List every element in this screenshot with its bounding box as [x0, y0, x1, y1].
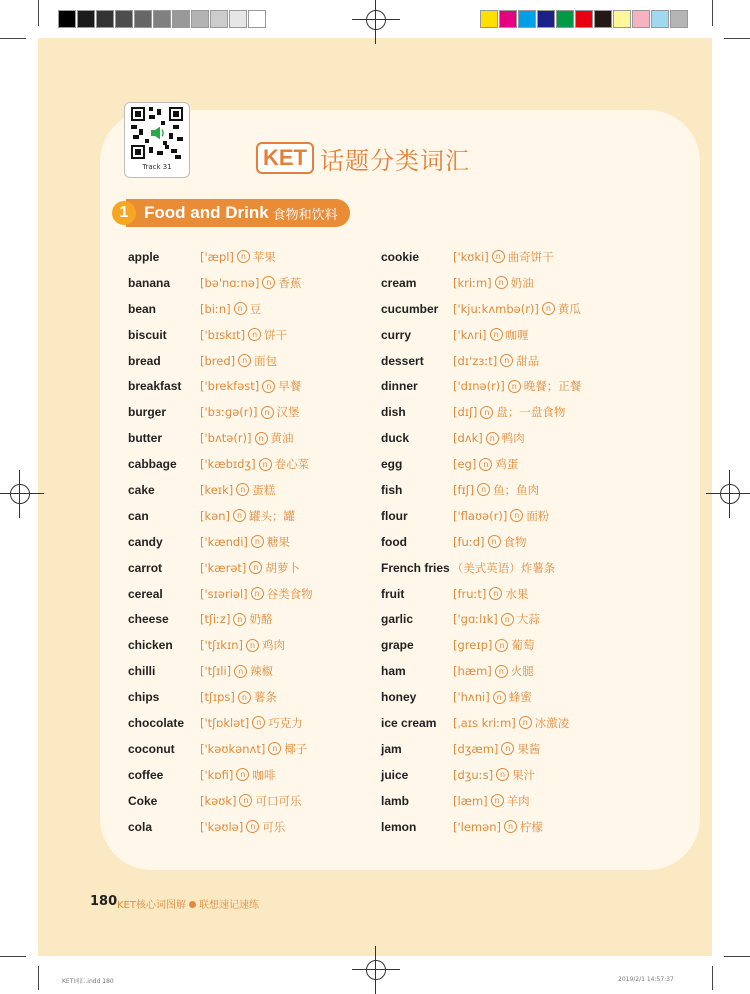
- vocab-meaning: 鸭肉: [501, 431, 525, 446]
- vocab-word: cake: [128, 482, 155, 497]
- vocab-word: can: [128, 508, 149, 523]
- noun-badge: n: [519, 716, 532, 729]
- vocab-word: cucumber: [381, 301, 439, 316]
- vocab-word: chicken: [128, 638, 173, 653]
- vocab-row: [128, 684, 313, 710]
- vocab-row: [381, 736, 581, 762]
- vocab-phonetic: ['æpl]: [200, 249, 234, 264]
- noun-badge: n: [480, 406, 493, 419]
- vocab-row: [128, 710, 313, 736]
- vocab-meaning: 晚餐；正餐: [523, 379, 582, 394]
- vocab-row: [128, 244, 313, 270]
- vocab-word: cereal: [128, 586, 163, 601]
- vocab-word: cheese: [128, 612, 169, 627]
- vocab-meaning: 盘；一盘食物: [496, 405, 566, 420]
- page-title: [256, 138, 470, 178]
- gray-swatch: [172, 10, 190, 28]
- vocab-word: honey: [381, 690, 417, 705]
- vocab-word: butter: [128, 431, 162, 446]
- noun-badge: n: [501, 742, 514, 755]
- vocab-meaning: 早餐: [278, 379, 302, 394]
- vocab-meaning: 胡萝卜: [265, 560, 300, 575]
- vocab-row: [128, 788, 313, 814]
- vocab-row: [381, 451, 581, 477]
- print-slug-left: KET词汇.indd 180: [62, 978, 114, 985]
- vocab-meaning: 汉堡: [276, 405, 300, 420]
- vocab-phonetic: ['kəʊkənʌt]: [200, 741, 266, 756]
- print-slug-right: 2019/2/1 14:57:37: [618, 976, 674, 983]
- footer-topic: 联想速记速练: [198, 900, 259, 911]
- noun-badge: n: [262, 276, 275, 289]
- vocab-row: [128, 762, 313, 788]
- vocab-phonetic: ['kærət]: [200, 560, 247, 575]
- vocab-meaning: 鸡肉: [262, 638, 286, 653]
- vocab-phonetic: [eg]: [453, 457, 477, 472]
- vocab-word: cola: [128, 819, 153, 834]
- vocab-phonetic: [fruːt]: [453, 586, 487, 601]
- gray-swatch: [191, 10, 209, 28]
- qr-code-icon: [131, 107, 183, 159]
- vocab-row: [381, 322, 581, 348]
- vocab-phonetic: [kriːm]: [453, 275, 492, 290]
- vocab-column-right: [381, 244, 581, 839]
- noun-badge: n: [255, 432, 268, 445]
- vocab-word: garlic: [381, 612, 414, 627]
- vocab-meaning: 巧克力: [268, 715, 303, 730]
- vocab-meaning: 蜂蜜: [508, 690, 532, 705]
- noun-badge: n: [542, 302, 555, 315]
- cmyk-color-bar: [480, 10, 689, 28]
- vocab-word: chips: [128, 690, 160, 705]
- vocab-row: [128, 529, 313, 555]
- vocab-meaning: 奶酪: [249, 612, 273, 627]
- noun-badge: n: [249, 561, 262, 574]
- vocab-word: coffee: [128, 767, 164, 782]
- gray-color-bar: [58, 10, 267, 28]
- color-swatch: [632, 10, 650, 28]
- vocab-row: [128, 814, 313, 840]
- registration-mark-top: [366, 10, 386, 30]
- vocab-phonetic: ['hʌni]: [453, 690, 490, 705]
- noun-badge: n: [238, 354, 251, 367]
- vocab-meaning: （美式英语）炸薯条: [451, 560, 556, 575]
- vocab-word: jam: [381, 741, 402, 756]
- noun-badge: n: [246, 639, 259, 652]
- vocab-row: [381, 632, 581, 658]
- noun-badge: n: [490, 328, 503, 341]
- vocab-phonetic: [ˌaɪs kriːm]: [453, 715, 516, 730]
- vocab-row: [381, 244, 581, 270]
- vocab-meaning: 果酱: [517, 741, 541, 756]
- vocab-phonetic: [dʒuːs]: [453, 767, 494, 782]
- crop-mark: [712, 0, 713, 26]
- vocab-meaning: 冰激凌: [534, 715, 570, 730]
- section-header: [112, 198, 350, 228]
- vocab-meaning: 可口可乐: [255, 793, 302, 808]
- noun-badge: n: [495, 276, 508, 289]
- vocab-meaning: 面粉: [526, 508, 550, 523]
- vocab-meaning: 果汁: [512, 767, 536, 782]
- gray-swatch: [210, 10, 228, 28]
- vocab-meaning: 火腿: [510, 664, 534, 679]
- vocab-phonetic: [kəʊk]: [200, 793, 237, 808]
- vocab-row: [128, 322, 313, 348]
- noun-badge: n: [495, 639, 508, 652]
- vocab-word: chocolate: [128, 715, 185, 730]
- vocab-phonetic: [greɪp]: [453, 638, 493, 653]
- vocab-meaning: 薯条: [253, 690, 277, 705]
- vocab-row: [381, 477, 581, 503]
- noun-badge: n: [504, 820, 517, 833]
- section-title-pill: [126, 199, 350, 227]
- vocab-word: bean: [128, 301, 157, 316]
- vocab-phonetic: [fuːd]: [453, 534, 485, 549]
- section-title-en: Food and Drink: [144, 203, 269, 222]
- noun-badge: n: [233, 509, 246, 522]
- footer-dot-icon: [189, 901, 196, 908]
- noun-badge: n: [501, 613, 514, 626]
- vocab-phonetic: [tʃiːz]: [200, 612, 231, 627]
- vocab-row: [381, 270, 581, 296]
- vocab-word: lemon: [381, 819, 417, 834]
- vocab-word: chilli: [128, 664, 156, 679]
- vocab-word: burger: [128, 405, 167, 420]
- vocab-word: egg: [381, 457, 403, 472]
- footer-book-title: [117, 896, 259, 911]
- vocab-word: apple: [128, 249, 160, 264]
- color-swatch: [651, 10, 669, 28]
- vocab-phonetic: [tʃɪps]: [200, 690, 235, 705]
- color-swatch: [575, 10, 593, 28]
- vocab-phonetic: ['kʊki]: [453, 249, 489, 264]
- vocab-word: carrot: [128, 560, 163, 575]
- vocab-row: [128, 348, 313, 374]
- noun-badge: n: [508, 380, 521, 393]
- vocab-meaning: 谷类食物: [266, 586, 313, 601]
- noun-badge: n: [252, 716, 265, 729]
- vocab-row: [381, 684, 581, 710]
- vocab-row: [381, 555, 581, 581]
- vocab-word: dish: [381, 405, 406, 420]
- gray-swatch: [229, 10, 247, 28]
- vocab-row: [381, 581, 581, 607]
- noun-badge: n: [489, 587, 502, 600]
- vocab-row: [128, 503, 313, 529]
- noun-badge: n: [237, 250, 250, 263]
- vocab-phonetic: [dɪ'zɜːt]: [453, 353, 498, 368]
- vocab-phonetic: ['gɑːlɪk]: [453, 612, 498, 627]
- vocab-word: ice cream: [381, 715, 437, 730]
- noun-badge: n: [259, 458, 272, 471]
- vocab-row: [128, 373, 313, 399]
- vocab-meaning: 黄瓜: [557, 301, 581, 316]
- vocab-row: [381, 762, 581, 788]
- vocab-phonetic: ['bʌtə(r)]: [200, 431, 252, 446]
- noun-badge: n: [234, 302, 247, 315]
- vocab-phonetic: [dʒæm]: [453, 741, 499, 756]
- vocab-phonetic: ['kʌri]: [453, 327, 487, 342]
- vocab-word: juice: [381, 767, 409, 782]
- vocab-meaning: 椰子: [284, 741, 308, 756]
- vocab-phonetic: ['kəʊlə]: [200, 819, 244, 834]
- vocab-row: [381, 658, 581, 684]
- qr-code-card[interactable]: [124, 102, 190, 178]
- vocab-row: [381, 710, 581, 736]
- noun-badge: n: [251, 535, 264, 548]
- vocab-meaning: 葡萄: [511, 638, 535, 653]
- vocab-phonetic: [keɪk]: [200, 482, 234, 497]
- noun-badge: n: [238, 691, 251, 704]
- vocab-row: [128, 555, 313, 581]
- color-swatch: [480, 10, 498, 28]
- vocab-phonetic: ['bɜːgə(r)]: [200, 405, 258, 420]
- noun-badge: n: [479, 458, 492, 471]
- vocab-meaning: 香蕉: [278, 275, 302, 290]
- registration-mark-bottom: [366, 960, 386, 980]
- crop-mark: [38, 966, 39, 990]
- noun-badge: n: [493, 691, 506, 704]
- noun-badge: n: [496, 768, 509, 781]
- vocab-phonetic: [hæm]: [453, 664, 492, 679]
- vocab-meaning: 水果: [505, 586, 529, 601]
- vocab-phonetic: ['kjuːkʌmbə(r)]: [453, 301, 539, 316]
- vocab-word: banana: [128, 275, 171, 290]
- vocab-row: [128, 581, 313, 607]
- noun-badge: n: [236, 483, 249, 496]
- vocab-row: [128, 658, 313, 684]
- vocab-phonetic: [kən]: [200, 508, 230, 523]
- vocab-word: fruit: [381, 586, 405, 601]
- vocab-row: [381, 373, 581, 399]
- vocab-word: Coke: [128, 793, 158, 808]
- color-swatch: [537, 10, 555, 28]
- vocab-phonetic: [bə'nɑːnə]: [200, 275, 260, 290]
- gray-swatch: [248, 10, 266, 28]
- vocab-phonetic: ['kɒfi]: [200, 767, 234, 782]
- vocab-meaning: 豆: [249, 301, 262, 316]
- color-swatch: [594, 10, 612, 28]
- vocab-meaning: 面包: [254, 353, 278, 368]
- vocab-row: [381, 606, 581, 632]
- noun-badge: n: [500, 354, 513, 367]
- vocab-phonetic: ['sɪəriəl]: [200, 586, 248, 601]
- vocab-word: cream: [381, 275, 417, 290]
- vocab-phonetic: [bred]: [200, 353, 236, 368]
- gray-swatch: [134, 10, 152, 28]
- color-swatch: [670, 10, 688, 28]
- vocab-row: [381, 399, 581, 425]
- gray-swatch: [115, 10, 133, 28]
- crop-mark: [724, 956, 750, 957]
- color-swatch: [518, 10, 536, 28]
- vocab-meaning: 卷心菜: [274, 457, 310, 472]
- noun-badge: n: [239, 794, 252, 807]
- noun-badge: n: [234, 665, 247, 678]
- vocab-word: breakfast: [128, 379, 182, 394]
- vocab-phonetic: ['tʃɪli]: [200, 664, 232, 679]
- crop-mark: [712, 966, 713, 990]
- vocab-word: French fries: [381, 560, 450, 575]
- ket-logo: KET: [256, 142, 314, 174]
- gray-swatch: [153, 10, 171, 28]
- vocab-phonetic: ['brekfəst]: [200, 379, 260, 394]
- vocab-phonetic: [fɪʃ]: [453, 482, 475, 497]
- vocab-phonetic: [dɪʃ]: [453, 405, 478, 420]
- vocab-row: [128, 425, 313, 451]
- vocab-row: [381, 814, 581, 840]
- crop-mark: [0, 956, 26, 957]
- vocab-meaning: 咖啡: [252, 767, 276, 782]
- vocab-phonetic: [læm]: [453, 793, 488, 808]
- vocab-meaning: 咖喱: [505, 327, 529, 342]
- page-title-text: 话题分类词汇: [320, 146, 470, 175]
- vocab-meaning: 鱼；鱼肉: [493, 482, 540, 497]
- gray-swatch: [96, 10, 114, 28]
- vocab-word: cabbage: [128, 457, 177, 472]
- vocab-row: [128, 477, 313, 503]
- vocab-row: [128, 606, 313, 632]
- crop-mark: [0, 38, 26, 39]
- registration-mark-left: [10, 484, 30, 504]
- noun-badge: n: [488, 535, 501, 548]
- vocab-row: [128, 270, 313, 296]
- noun-badge: n: [262, 380, 275, 393]
- vocab-meaning: 可乐: [262, 819, 286, 834]
- vocab-word: ham: [381, 664, 406, 679]
- vocab-meaning: 曲奇饼干: [507, 249, 554, 264]
- vocab-meaning: 黄油: [270, 431, 294, 446]
- noun-badge: n: [251, 587, 264, 600]
- noun-badge: n: [268, 742, 281, 755]
- noun-badge: n: [495, 665, 508, 678]
- vocab-meaning: 苹果: [252, 249, 276, 264]
- page-number: 180: [90, 894, 118, 909]
- vocab-meaning: 蛋糕: [252, 482, 276, 497]
- vocab-word: dinner: [381, 379, 418, 394]
- vocab-phonetic: ['flaʊə(r)]: [453, 508, 508, 523]
- vocab-word: food: [381, 534, 407, 549]
- footer-book: KET核心词图解: [117, 900, 186, 911]
- color-swatch: [556, 10, 574, 28]
- vocab-word: cookie: [381, 249, 420, 264]
- vocab-row: [381, 529, 581, 555]
- section-number: 1: [112, 201, 136, 225]
- gray-swatch: [58, 10, 76, 28]
- vocab-row: [128, 451, 313, 477]
- vocab-phonetic: ['kæbɪdʒ]: [200, 457, 256, 472]
- vocab-phonetic: ['tʃɒklət]: [200, 715, 250, 730]
- noun-badge: n: [246, 820, 259, 833]
- noun-badge: n: [233, 613, 246, 626]
- vocab-row: [381, 348, 581, 374]
- vocab-meaning: 饼干: [264, 327, 288, 342]
- vocab-word: candy: [128, 534, 163, 549]
- registration-mark-right: [720, 484, 740, 504]
- noun-badge: n: [486, 432, 499, 445]
- noun-badge: n: [492, 250, 505, 263]
- vocab-phonetic: [dʌk]: [453, 431, 483, 446]
- noun-badge: n: [477, 483, 490, 496]
- vocab-word: biscuit: [128, 327, 167, 342]
- vocab-row: [381, 296, 581, 322]
- vocab-column-left: [128, 244, 313, 839]
- noun-badge: n: [491, 794, 504, 807]
- vocab-meaning: 辣椒: [250, 664, 274, 679]
- vocab-word: grape: [381, 638, 414, 653]
- vocab-meaning: 食物: [503, 534, 527, 549]
- vocab-word: fish: [381, 482, 403, 497]
- vocab-meaning: 奶油: [510, 275, 534, 290]
- vocab-word: coconut: [128, 741, 175, 756]
- crop-mark: [38, 0, 39, 26]
- vocab-row: [128, 296, 313, 322]
- gray-swatch: [77, 10, 95, 28]
- vocab-meaning: 柠檬: [519, 819, 543, 834]
- vocab-phonetic: ['tʃɪkɪn]: [200, 638, 244, 653]
- vocab-phonetic: ['kændi]: [200, 534, 248, 549]
- vocab-row: [128, 399, 313, 425]
- noun-badge: n: [261, 406, 274, 419]
- vocab-phonetic: ['dɪnə(r)]: [453, 379, 505, 394]
- vocab-word: duck: [381, 431, 410, 446]
- vocab-meaning: 甜品: [516, 353, 540, 368]
- vocab-row: [381, 788, 581, 814]
- vocab-word: bread: [128, 353, 161, 368]
- vocab-row: [128, 632, 313, 658]
- vocab-phonetic: [biːn]: [200, 301, 231, 316]
- color-swatch: [499, 10, 517, 28]
- vocab-meaning: 鸡蛋: [495, 457, 519, 472]
- crop-mark: [724, 38, 750, 39]
- vocab-meaning: 罐头；罐: [249, 508, 295, 523]
- vocab-phonetic: ['bɪskɪt]: [200, 327, 246, 342]
- track-label: Track 31: [142, 163, 172, 171]
- noun-badge: n: [236, 768, 249, 781]
- section-title-cn: 食物和饮料: [272, 207, 338, 223]
- vocab-row: [381, 425, 581, 451]
- vocab-meaning: 糖果: [266, 534, 290, 549]
- vocab-word: lamb: [381, 793, 410, 808]
- vocab-phonetic: ['lemən]: [453, 819, 501, 834]
- noun-badge: n: [510, 509, 523, 522]
- vocab-row: [381, 503, 581, 529]
- vocab-meaning: 羊肉: [506, 793, 530, 808]
- vocab-word: dessert: [381, 353, 424, 368]
- vocab-row: [128, 736, 313, 762]
- vocab-word: curry: [381, 327, 412, 342]
- vocab-meaning: 大蒜: [516, 612, 540, 627]
- noun-badge: n: [248, 328, 261, 341]
- color-swatch: [613, 10, 631, 28]
- vocab-word: flour: [381, 508, 408, 523]
